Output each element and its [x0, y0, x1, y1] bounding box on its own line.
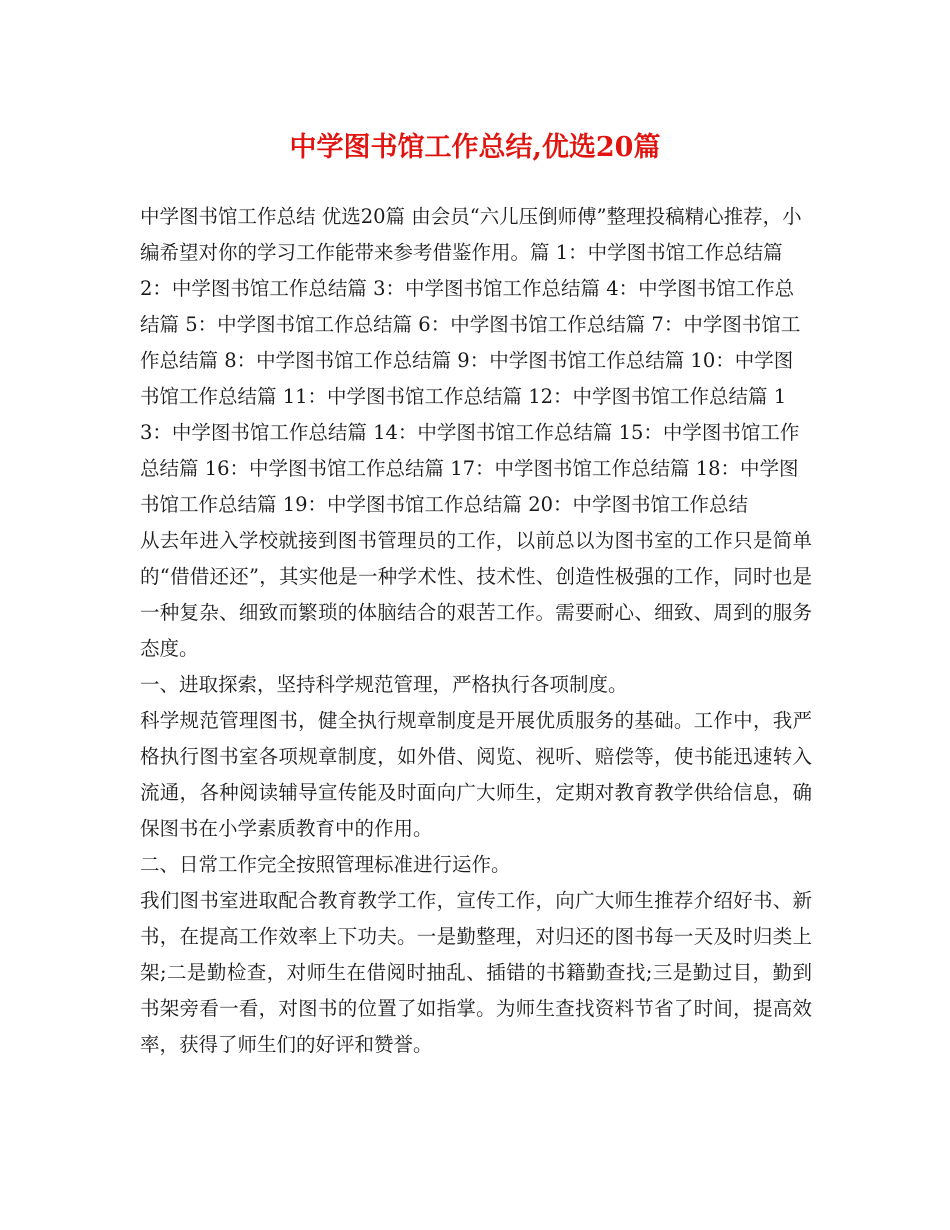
- intro-paragraph: 中学图书馆工作总结 优选20篇 由会员“六儿压倒师傅”整理投稿精心推荐，小编希望对你的学习工作能带来参考借鉴作用。篇 1：中学图书馆工作总结篇 2：中学图书馆工作总结篇 3：中学图书馆工作总结篇 4：中学图书馆工作总结篇 5：中学图书馆工作总结篇 6：中学图书馆工作总结篇 7：中学图书馆工作总结篇 8：中学图书馆工作总结篇 9：中学图书馆工作总结篇 10：中学图书馆工作总结篇 11：中学图书馆工作总结篇 12：中学图书馆工作总结篇 13：中学图书馆工作总结篇 14：中学图书馆工作总结篇 15：中学图书馆工作总结篇 16：中学图书馆工作总结篇 17：中学图书馆工作总结篇 18：中学图书馆工作总结篇 19：中学图书馆工作总结篇 20：中学图书馆工作总结: [140, 205, 802, 516]
- document-title: 中学图书馆工作总结,优选20篇: [289, 132, 661, 163]
- section-heading: 一、进取探索，坚持科学规范管理，严格执行各项制度。: [140, 673, 628, 696]
- document-body: [140, 199, 812, 1063]
- body-paragraph: 从去年进入学校就接到图书管理员的工作，以前总以为图书室的工作只是简单的“借借还还”，其实他是一种学术性、技术性、创造性极强的工作，同时也是一种复杂、细致而繁琐的体脑结合的艰苦工作。需要耐心、细致、周到的服务态度。: [140, 529, 812, 660]
- body-paragraph: 科学规范管理图书，健全执行规章制度是开展优质服务的基础。工作中，我严格执行图书室各项规章制度，如外借、阅览、视听、赔偿等，使书能迅速转入流通，各种阅读辅导宣传能及时面向广大师生，定期对教育教学供给信息，确保图书在小学素质教育中的作用。: [140, 709, 812, 840]
- body-paragraph: 我们图书室进取配合教育教学工作，宣传工作，向广大师生推荐介绍好书、新书，在提高工作效率上下功夫。一是勤整理，对归还的图书每一天及时归类上架;二是勤检查，对师生在借阅时抽乱、插错的书籍勤查找;三是勤过目，勤到书架旁看一看，对图书的位置了如指掌。为师生查找资料节省了时间，提高效率，获得了师生们的好评和赞誉。: [140, 889, 812, 1056]
- section-heading: 二、日常工作完全按照管理标准进行运作。: [140, 853, 511, 876]
